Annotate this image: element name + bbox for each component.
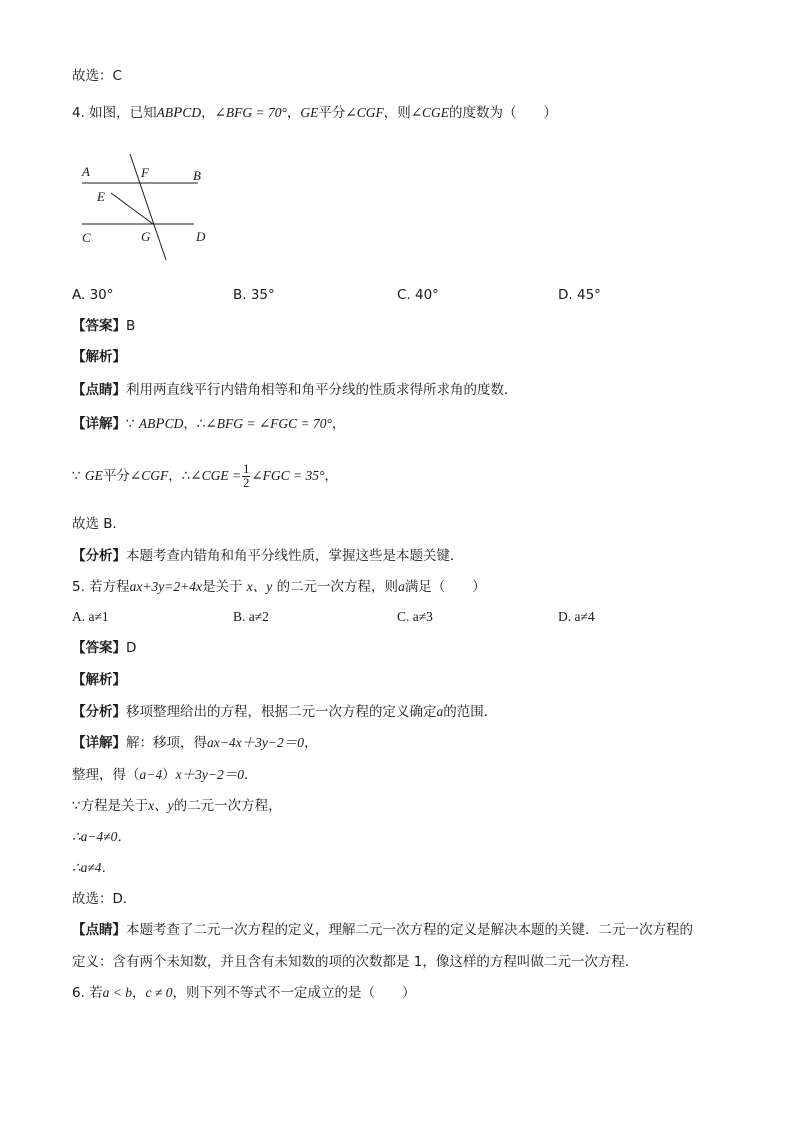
label-f: F — [141, 165, 149, 180]
q5-answer: 【答案】D — [72, 640, 137, 656]
q4-detail-line-1: 【详解】∵ ABPCD，∴∠BFG = ∠FGC = 70°， — [72, 416, 346, 432]
label-e: E — [97, 189, 105, 204]
fraction-one-half: $\frac{1}{2}$ — [243, 461, 250, 490]
q4-detail-line-2: ∵ GE平分∠CGF，∴∠CGE = $\frac{1}{2}$ ∠FGC = 35°， — [72, 461, 338, 490]
label-d: D — [196, 229, 206, 244]
q4-analysis-heading: 【解析】 — [72, 349, 126, 365]
question-4-stem: 4. 如图，已知ABPCD，∠BFG = 70°，GE平分∠CGF，则∠CGE的度数为（ ） — [72, 105, 558, 121]
q4-summary: 【分析】本题考查内错角和角平分线性质，掌握这些是本题关键． — [72, 548, 464, 564]
prev-answer-line: 故选：C — [72, 68, 122, 84]
q5-option-d: D. a≠4 — [558, 609, 595, 624]
label-a: A — [82, 164, 90, 179]
q4-option-a: A. 30° — [72, 287, 114, 303]
q4-tip: 【点睛】利用两直线平行内错角相等和角平分线的性质求得所求角的度数． — [72, 382, 518, 398]
q4-option-d: D. 45° — [558, 287, 601, 303]
q5-tip-line-2: 定义：含有两个未知数，并且含有未知数的项的次数都是 1，像这样的方程叫做二元一次方程． — [72, 954, 639, 970]
label-g: G — [141, 229, 151, 244]
q5-detail-line-1: 【详解】解：移项，得ax−4x＋3y−2＝0， — [72, 735, 318, 751]
q5-option-a: A. a≠1 — [72, 609, 109, 624]
parallel-lines-figure — [70, 148, 220, 266]
label-b: B — [193, 168, 201, 183]
q5-detail-line-2: 整理，得（a−4）x＋3y−2＝0． — [72, 767, 258, 783]
q5-detail-line-3: ∵方程是关于x、y的二元一次方程， — [72, 798, 282, 814]
q5-detail-line-4: ∴a−4≠0． — [72, 829, 131, 844]
q5-detail-line-5: ∴a≠4． — [72, 860, 115, 875]
q5-summary: 【分析】移项整理给出的方程，根据二元一次方程的定义确定a的范围． — [72, 704, 498, 720]
q4-option-c: C. 40° — [397, 287, 439, 303]
q5-analysis-heading: 【解析】 — [72, 672, 126, 688]
q5-choice: 故选：D． — [72, 891, 137, 907]
q5-tip-line-1: 【点睛】本题考查了二元一次方程的定义，理解二元一次方程的定义是解决本题的关键．二元一次方程的 — [72, 922, 693, 938]
question-5-stem: 5. 若方程ax+3y=2+4x是关于 x、y 的二元一次方程，则a满足（ ） — [72, 579, 486, 595]
q4-option-b: B. 35° — [233, 287, 275, 303]
q5-option-b: B. a≠2 — [233, 609, 269, 624]
label-c: C — [82, 230, 91, 245]
q4-answer: 【答案】B — [72, 318, 136, 334]
question-6-stem: 6. 若a < b，c ≠ 0，则下列不等式不一定成立的是（ ） — [72, 985, 416, 1001]
bisector-ge — [111, 193, 153, 224]
q4-choice: 故选 B． — [72, 516, 127, 532]
q5-option-c: C. a≠3 — [397, 609, 433, 624]
